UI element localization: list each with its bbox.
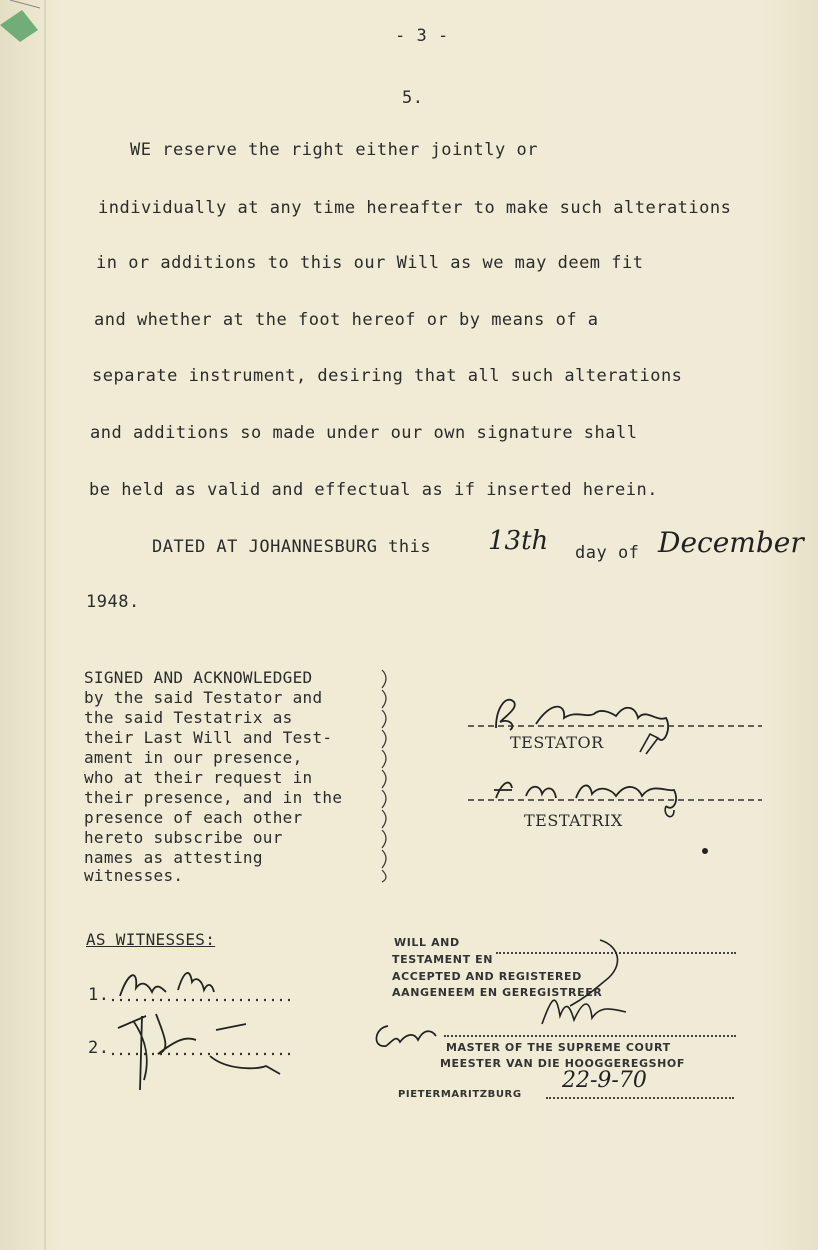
- attestation-line-11: witnesses.: [84, 866, 184, 885]
- clause-line-4: and whether at the foot hereof or by means of a: [94, 310, 599, 330]
- attestation-line-6: who at their request in: [84, 768, 313, 787]
- clerk-initials: [366, 1018, 446, 1054]
- stamp-dotted-line-3: [546, 1097, 734, 1099]
- stamp-line-3: ACCEPTED AND REGISTERED: [392, 970, 582, 983]
- attestation-line-10: names as attesting: [84, 848, 263, 867]
- registration-date: 22-9-70: [562, 1068, 647, 1093]
- testatrix-signature: [466, 772, 766, 816]
- testator-label: TESTATOR: [510, 733, 604, 752]
- witness-2-signature: [106, 1010, 296, 1096]
- brace-column: [376, 668, 396, 884]
- clause-line-3: in or additions to this our Will as we may deem fit: [96, 253, 644, 273]
- witness-2-number: 2.: [88, 1038, 110, 1058]
- dated-middle: day of: [575, 543, 640, 563]
- clause-number: 5.: [402, 88, 424, 108]
- witness-1-signature: [108, 962, 298, 1008]
- stamp-dotted-line-2: [444, 1035, 736, 1037]
- attestation-line-1: SIGNED AND ACKNOWLEDGED: [84, 668, 313, 687]
- dated-day: 13th: [488, 526, 549, 556]
- stamp-line-6: MEESTER VAN DIE HOOGGEREGSHOF: [440, 1057, 685, 1070]
- clause-line-5: separate instrument, desiring that all such alterations: [92, 366, 683, 386]
- initial-mark-1: [636, 730, 666, 756]
- dated-prefix: DATED AT JOHANNESBURG this: [152, 537, 432, 557]
- witness-1-number: 1.: [88, 985, 110, 1005]
- clause-line-2: individually at any time hereafter to make such alterations: [98, 198, 732, 218]
- clause-line-6: and additions so made under our own signature shall: [90, 423, 638, 443]
- dated-month: December: [658, 526, 804, 559]
- initial-mark-2: [660, 802, 684, 824]
- margin-crease: [44, 0, 46, 1250]
- clause-line-1: WE reserve the right either jointly or: [130, 140, 538, 160]
- attestation-line-9: hereto subscribe our: [84, 828, 283, 847]
- attestation-line-5: ament in our presence,: [84, 748, 303, 767]
- stamp-line-1: WILL AND: [394, 936, 460, 949]
- attestation-line-7: their presence, and in the: [84, 788, 343, 807]
- ink-dot: [702, 848, 708, 854]
- witnesses-heading: AS WITNESSES:: [86, 930, 216, 949]
- attestation-line-8: presence of each other: [84, 808, 303, 827]
- testatrix-label: TESTATRIX: [524, 811, 623, 830]
- green-tab-icon: [0, 0, 40, 60]
- stamp-line-2: TESTAMENT EN: [392, 953, 494, 966]
- dated-year: 1948.: [86, 592, 140, 612]
- registrar-signature: [530, 936, 640, 1036]
- page-number: - 3 -: [395, 26, 449, 46]
- stamp-line-7: PIETERMARITZBURG: [398, 1089, 522, 1100]
- attestation-line-4: their Last Will and Test-: [84, 728, 333, 747]
- clause-line-7: be held as valid and effectual as if inserted herein.: [89, 480, 658, 500]
- attestation-line-2: by the said Testator and: [84, 688, 323, 707]
- stamp-line-4: AANGENEEM EN GEREGISTREER: [392, 986, 603, 999]
- attestation-line-3: the said Testatrix as: [84, 708, 293, 727]
- stamp-line-5: MASTER OF THE SUPREME COURT: [446, 1041, 671, 1054]
